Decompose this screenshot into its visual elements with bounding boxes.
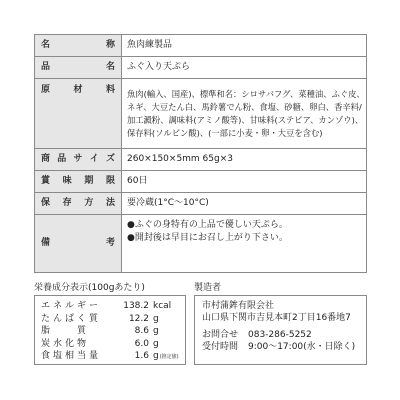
- spec-value-ingredients: [122, 79, 367, 149]
- ingredient-line: 加工澱粉、調味料(アミノ酸等)、甘味料(ステビア、カンゾウ)、: [127, 114, 364, 125]
- label-char: 考: [105, 238, 115, 248]
- nutrition-box: [34, 295, 186, 365]
- nutrient-value: 138.2: [123, 301, 149, 311]
- label-char: 味: [62, 176, 72, 186]
- nutrient-unit: g: [153, 338, 159, 349]
- spec-label-storage: [35, 193, 122, 215]
- maker-box: [194, 295, 367, 365]
- nutrient-unit: g: [153, 326, 159, 336]
- nutrient-name: 炭水化物: [41, 338, 90, 349]
- spec-label-remarks: [35, 215, 122, 273]
- label-char: 限: [105, 176, 115, 186]
- maker-company: 市村蒲鉾有限会社: [202, 301, 275, 311]
- nutrient-value: 1.6: [134, 351, 149, 361]
- spec-row-name: [35, 35, 367, 57]
- label-char: ズ: [105, 154, 115, 164]
- label-char: サ: [73, 154, 83, 164]
- spec-value-size: 260×150×5mm 65g×3: [122, 149, 367, 171]
- nutrition-title: 栄養成分表示(100gあたり): [34, 283, 145, 293]
- ingredient-line: ネギ、大豆たん白、馬鈴薯でん粉、食塩、砂糖、卵白、香辛料/: [127, 101, 362, 112]
- label-char: 料: [105, 85, 115, 95]
- label-char: 方: [84, 198, 94, 208]
- nutrient-unit: kcal: [153, 301, 172, 311]
- contact-label: お問合せ: [202, 330, 239, 340]
- nutrient-unit: g: [153, 351, 159, 361]
- hours-value: 9:00〜17:00(水・日除く): [248, 341, 356, 352]
- spec-label-size: [35, 149, 122, 171]
- nutrient-unit: g: [153, 313, 159, 324]
- spec-label-name: [35, 35, 122, 57]
- nutrient-name: 脂 質: [41, 326, 90, 336]
- remark-line: ●ふぐの身特有の上品で優しい天ぷら。: [127, 220, 288, 230]
- product-label-sheet: [24, 24, 376, 376]
- remark-line: ●開封後は早目にお召し上がり下さい。: [127, 233, 288, 243]
- nutrient-name: 食塩相当量: [41, 351, 102, 361]
- maker-address: 山口県下関市吉見本町2丁目16番地7: [202, 312, 351, 323]
- spec-row-remarks: [35, 215, 367, 273]
- label-char: 保: [41, 198, 51, 208]
- nutrition-row-energy: [41, 300, 179, 313]
- label-char: 名: [105, 62, 115, 72]
- nutrition-row-salt: [41, 350, 179, 363]
- spec-label-expiry: [35, 171, 122, 193]
- ingredient-line: 保存料(ソルビン酸)、(一部に小麦・卵・大豆を含む): [127, 127, 323, 138]
- spec-label-ingredients: [35, 79, 122, 149]
- contact-phone: 083-286-5252: [248, 330, 312, 340]
- nutrition-row-carbs: [41, 338, 179, 351]
- label-char: 商: [41, 154, 51, 164]
- label-char: 品: [57, 154, 67, 164]
- spec-label-product: [35, 57, 122, 79]
- product-spec-table: [34, 34, 367, 273]
- label-char: 材: [73, 85, 83, 95]
- nutrition-row-protein: [41, 313, 179, 326]
- maker-hours: [202, 342, 359, 354]
- label-char: 期: [84, 176, 94, 186]
- ingredient-line: 魚肉(輸入、国産)、標準和名：シロサバフグ、菜種油、ふぐ皮、: [127, 88, 365, 99]
- spec-value-name: 魚肉練製品: [122, 35, 367, 57]
- nutrient-name: たんぱく質: [41, 313, 102, 324]
- spec-row-product: [35, 57, 367, 79]
- nutrient-estimate-note: (推定値): [159, 354, 179, 360]
- nutrition-row-fat: [41, 325, 179, 338]
- spec-row-ingredients: [35, 79, 367, 149]
- nutrient-value: 8.6: [134, 326, 149, 336]
- spec-value-remarks: [122, 215, 367, 273]
- maker-title: 製造者: [194, 283, 222, 293]
- spec-value-expiry: 60日: [122, 171, 367, 193]
- nutrient-value: 6.0: [134, 338, 149, 349]
- label-char: 原: [41, 85, 51, 95]
- label-char: 法: [105, 198, 115, 208]
- label-char: 名: [41, 40, 51, 50]
- spec-row-expiry: [35, 171, 367, 193]
- spec-value-storage: 要冷蔵(1°C〜10°C): [122, 193, 367, 215]
- label-char: 存: [62, 198, 72, 208]
- label-char: イ: [89, 154, 99, 164]
- label-char: 品: [41, 62, 51, 72]
- label-char: 備: [41, 238, 51, 248]
- label-char: 称: [105, 40, 115, 50]
- spec-row-size: [35, 149, 367, 171]
- spec-row-storage: [35, 193, 367, 215]
- maker-contact: [202, 330, 359, 342]
- nutrient-name: エネルギー: [41, 301, 102, 311]
- label-char: 賞: [41, 176, 51, 186]
- hours-label: 受付時間: [202, 341, 239, 352]
- spec-value-product: ふぐ入り天ぷら: [122, 57, 367, 79]
- nutrient-value: 12.2: [128, 313, 149, 324]
